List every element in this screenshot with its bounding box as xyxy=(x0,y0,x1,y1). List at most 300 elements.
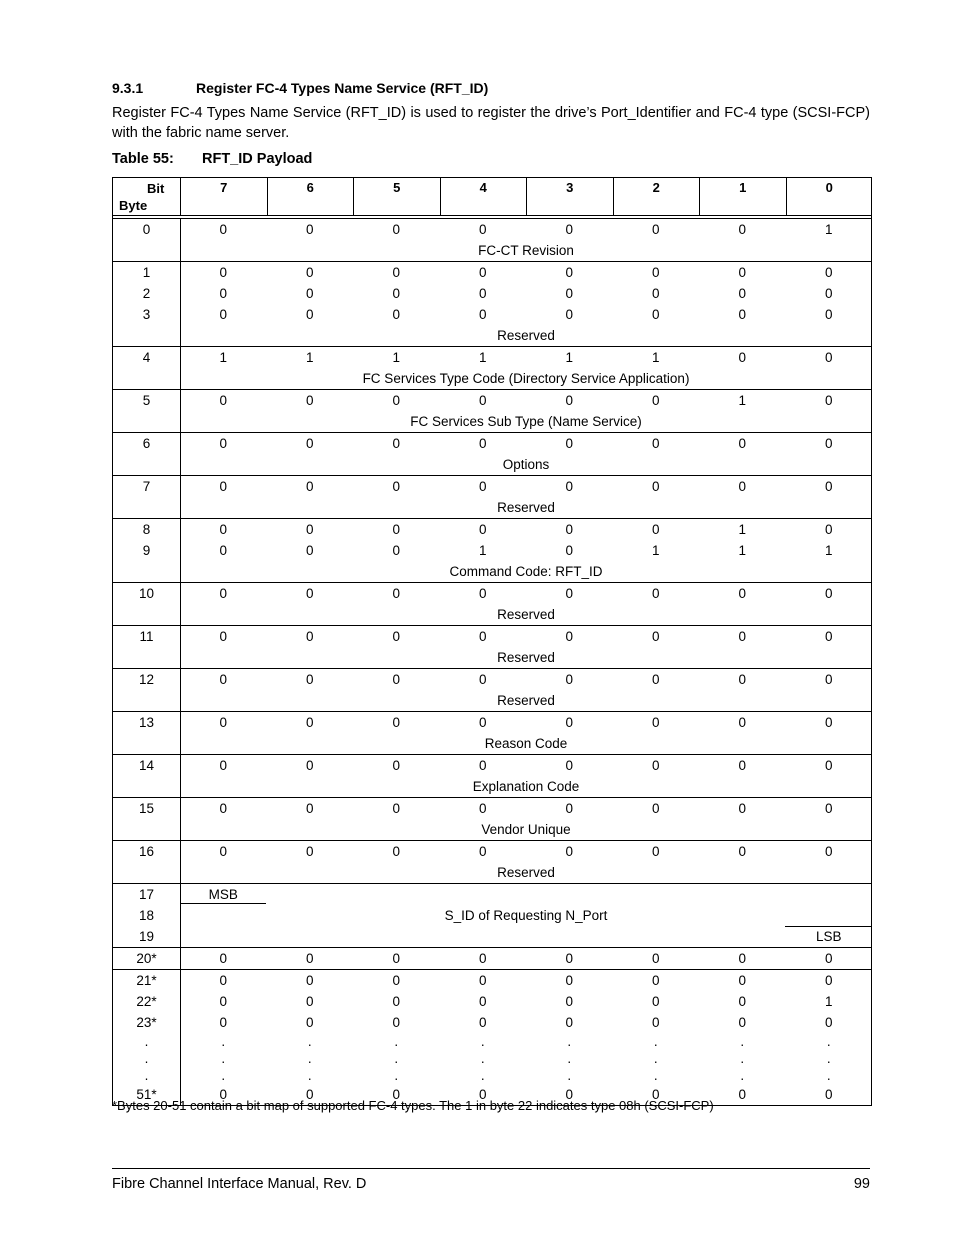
byte-cell: 18 xyxy=(138,908,155,923)
byte-cell: 8 xyxy=(142,522,151,537)
byte-cell: 10 xyxy=(138,586,155,601)
field-description: FC Services Type Code (Directory Service Application) xyxy=(362,371,690,386)
bit-cell: 0 xyxy=(219,629,227,644)
bit-cell: 0 xyxy=(824,307,833,322)
bit-cell: 0 xyxy=(565,265,573,280)
bit-cell: 0 xyxy=(219,1087,227,1102)
table-row xyxy=(113,905,871,926)
bit-cell: 0 xyxy=(738,222,746,237)
bit-cell: 0 xyxy=(219,715,227,730)
byte-column-divider xyxy=(180,219,181,261)
bit-cell: 0 xyxy=(565,1015,573,1030)
bit-cell: 0 xyxy=(478,222,487,237)
bit-cell: 0 xyxy=(738,844,746,859)
table-number: Table 55: xyxy=(112,151,174,167)
byte-cell: 22* xyxy=(136,994,157,1009)
byte-column-divider xyxy=(180,433,181,475)
field-description: Reserved xyxy=(497,328,555,343)
description-row xyxy=(113,776,871,797)
bit-cell: 0 xyxy=(565,672,573,687)
bit-cell: 1 xyxy=(738,393,746,408)
bit-cell: 0 xyxy=(824,286,833,301)
bit-cell: 1 xyxy=(478,543,487,558)
bit-cell: 0 xyxy=(565,436,573,451)
byte-column-divider xyxy=(180,798,181,840)
bit-cell: 0 xyxy=(738,994,746,1009)
msb-underline xyxy=(181,903,266,904)
bit-cell: . xyxy=(826,1034,831,1049)
bit-column-header: 2 xyxy=(613,178,700,216)
bit-cell: 0 xyxy=(738,436,746,451)
bit-cell: 0 xyxy=(305,436,314,451)
bit-cell: 0 xyxy=(392,586,400,601)
bit-cell: 0 xyxy=(824,672,833,687)
bit-cell: 0 xyxy=(824,586,833,601)
table-row xyxy=(113,841,871,862)
bit-cell: 0 xyxy=(824,758,833,773)
field-description: Reserved xyxy=(497,607,555,622)
section-title: Register FC-4 Types Name Service (RFT_ID) xyxy=(196,80,489,96)
bit-cell: 0 xyxy=(392,307,400,322)
bit-cell: 0 xyxy=(305,222,314,237)
bit-cell: 0 xyxy=(219,973,227,988)
bit-cell: . xyxy=(826,1051,831,1066)
bit-column-header: 1 xyxy=(699,178,786,216)
bit-cell: 0 xyxy=(219,994,227,1009)
table-row xyxy=(113,884,871,905)
field-description: Explanation Code xyxy=(472,779,580,794)
bit-cell: 0 xyxy=(305,307,314,322)
table-row xyxy=(113,219,871,240)
bit-cell: 0 xyxy=(305,543,314,558)
bit-column-header: 3 xyxy=(526,178,613,216)
description-row xyxy=(113,561,871,582)
description-row xyxy=(113,690,871,711)
bit-cell: 0 xyxy=(305,265,314,280)
bit-cell: 0 xyxy=(824,436,833,451)
table-row xyxy=(113,390,871,411)
field-description: Reserved xyxy=(497,650,555,665)
bit-cell: 0 xyxy=(738,350,746,365)
bit-cell: 0 xyxy=(478,307,487,322)
bit-cell: 0 xyxy=(305,973,314,988)
bit-cell: 0 xyxy=(824,350,833,365)
bit-cell: 0 xyxy=(565,973,573,988)
bit-cell: 0 xyxy=(392,629,400,644)
table-row xyxy=(113,970,871,991)
bit-cell: 0 xyxy=(478,801,487,816)
bit-cell: 0 xyxy=(651,522,660,537)
bit-cell: 0 xyxy=(478,265,487,280)
bit-cell: 0 xyxy=(738,951,746,966)
bit-cell: 0 xyxy=(824,265,833,280)
byte-column-divider xyxy=(180,476,181,518)
bit-cell: 0 xyxy=(738,758,746,773)
field-description: Options xyxy=(502,457,550,472)
bit-cell: 1 xyxy=(651,543,660,558)
bit-cell: . xyxy=(567,1068,572,1083)
byte-cell: 11 xyxy=(139,629,154,644)
bit-cell: 0 xyxy=(824,951,833,966)
table-row-group xyxy=(112,755,872,798)
field-description: Reserved xyxy=(497,865,555,880)
bit-cell: 0 xyxy=(392,436,400,451)
table-row-group xyxy=(112,433,872,476)
description-row xyxy=(113,647,871,668)
description-row xyxy=(113,240,871,261)
table-row-group xyxy=(112,262,872,347)
bit-cell: 0 xyxy=(392,994,400,1009)
bit-cell: 1 xyxy=(738,543,746,558)
bit-cell: 0 xyxy=(565,801,573,816)
bit-cell: 0 xyxy=(565,1087,573,1102)
bit-cell: 0 xyxy=(219,951,227,966)
bit-cell: 0 xyxy=(478,973,487,988)
table-caption xyxy=(112,151,312,167)
field-description: Reserved xyxy=(497,693,555,708)
bit-cell: 0 xyxy=(738,286,746,301)
table-row-group xyxy=(112,884,872,948)
bit-cell: 0 xyxy=(738,1087,746,1102)
table-row xyxy=(113,583,871,604)
bit-cell: 0 xyxy=(824,844,833,859)
description-row xyxy=(113,862,871,883)
byte-column-divider xyxy=(180,841,181,883)
bit-cell: 0 xyxy=(651,286,660,301)
bit-cell: 0 xyxy=(219,479,227,494)
byte-column-divider xyxy=(180,626,181,668)
bit-cell: 0 xyxy=(824,629,833,644)
byte-column-divider xyxy=(180,948,181,969)
bit-cell: 1 xyxy=(565,350,573,365)
bit-cell: 0 xyxy=(392,543,400,558)
bit-cell: 0 xyxy=(651,801,660,816)
bit-cell: 0 xyxy=(824,1087,833,1102)
byte-cell: . xyxy=(144,1051,149,1066)
bit-cell: 0 xyxy=(305,801,314,816)
bit-cell: . xyxy=(826,1068,831,1083)
byte-column-divider xyxy=(180,884,181,947)
table-header xyxy=(112,177,872,219)
bit-cell: 0 xyxy=(738,629,746,644)
table-row xyxy=(113,476,871,497)
byte-cell: 51* xyxy=(136,1087,157,1102)
byte-cell: 12 xyxy=(138,672,155,687)
bit-cell: 0 xyxy=(478,629,487,644)
bit-cell: 0 xyxy=(824,522,833,537)
footer-page-number: 99 xyxy=(853,1176,870,1192)
bit-cell: 0 xyxy=(565,951,573,966)
bit-cell: 0 xyxy=(219,393,227,408)
bit-cell: 0 xyxy=(392,951,400,966)
byte-cell: 23* xyxy=(136,1015,157,1030)
table-row xyxy=(113,926,871,947)
table-row xyxy=(113,1033,871,1050)
bit-cell: 0 xyxy=(738,479,746,494)
bit-cell: . xyxy=(567,1051,572,1066)
bit-column-header: 7 xyxy=(180,178,267,216)
table-row-group xyxy=(112,219,872,262)
bit-cell: . xyxy=(740,1034,745,1049)
bit-cell: 0 xyxy=(651,222,660,237)
bit-column-header: 0 xyxy=(786,178,873,216)
bit-cell: . xyxy=(480,1034,485,1049)
bit-cell: 0 xyxy=(478,1015,487,1030)
bit-cell: 0 xyxy=(651,307,660,322)
description-row xyxy=(113,325,871,346)
byte-cell: 5 xyxy=(142,393,151,408)
bit-cell: 0 xyxy=(478,479,487,494)
byte-column-divider xyxy=(180,347,181,389)
byte-cell: 17 xyxy=(138,887,155,902)
bit-cell: 0 xyxy=(651,973,660,988)
bit-column-header: 5 xyxy=(353,178,440,216)
bit-cell: 0 xyxy=(392,286,400,301)
bit-cell: 0 xyxy=(219,522,227,537)
bit-cell: 0 xyxy=(478,1087,487,1102)
bit-cell: . xyxy=(394,1051,399,1066)
section-heading xyxy=(112,80,488,96)
bit-cell: 0 xyxy=(305,1087,314,1102)
lsb-overline xyxy=(785,926,871,927)
table-row xyxy=(113,991,871,1012)
table-row xyxy=(113,1067,871,1084)
byte-cell: 15 xyxy=(138,801,155,816)
table-row xyxy=(113,626,871,647)
description-row xyxy=(113,497,871,518)
byte-cell: . xyxy=(144,1034,149,1049)
bit-cell: . xyxy=(480,1068,485,1083)
bit-cell: 0 xyxy=(478,844,487,859)
bit-cell: 0 xyxy=(565,393,573,408)
table-row-group xyxy=(112,476,872,519)
field-description: FC-CT Revision xyxy=(478,243,574,258)
bit-cell: 0 xyxy=(738,307,746,322)
table-row-group xyxy=(112,841,872,884)
bit-cell: 0 xyxy=(305,951,314,966)
table-row xyxy=(113,798,871,819)
table-row-group xyxy=(112,669,872,712)
field-description: Reason Code xyxy=(484,736,568,751)
byte-cell: 20* xyxy=(136,951,157,966)
byte-cell: 7 xyxy=(142,479,151,494)
bit-cell: 0 xyxy=(565,307,573,322)
bit-cell: 0 xyxy=(478,951,487,966)
bit-cell: 0 xyxy=(565,715,573,730)
byte-cell: 1 xyxy=(142,265,151,280)
bit-cell: 0 xyxy=(392,1087,400,1102)
bit-cell: 0 xyxy=(305,522,314,537)
bit-cell: 0 xyxy=(305,715,314,730)
byte-column-divider xyxy=(180,519,181,582)
rft-id-payload-table xyxy=(112,177,872,1106)
bit-cell: 0 xyxy=(478,715,487,730)
table-row xyxy=(113,304,871,325)
header-rule xyxy=(113,215,871,216)
byte-cell: 3 xyxy=(142,307,151,322)
footer-divider xyxy=(112,1168,870,1169)
bit-cell: 0 xyxy=(824,393,833,408)
table-title: RFT_ID Payload xyxy=(202,151,313,167)
bit-cell: 0 xyxy=(738,1015,746,1030)
byte-cell: 6 xyxy=(142,436,151,451)
bit-cell: 0 xyxy=(651,951,660,966)
byte-cell: 16 xyxy=(138,844,155,859)
bit-cell: 0 xyxy=(219,286,227,301)
bit-cell: 0 xyxy=(305,286,314,301)
bit-cell: 0 xyxy=(392,393,400,408)
bit-cell: 0 xyxy=(219,222,227,237)
bit-cell: 0 xyxy=(305,672,314,687)
bit-cell: 0 xyxy=(219,586,227,601)
byte-column-divider xyxy=(180,390,181,432)
table-row-group xyxy=(112,948,872,970)
bit-cell: 0 xyxy=(305,629,314,644)
bit-cell: 0 xyxy=(219,307,227,322)
bit-cell: 0 xyxy=(738,801,746,816)
bit-cell: 0 xyxy=(738,973,746,988)
bit-cell: 0 xyxy=(478,758,487,773)
bit-cell: 0 xyxy=(219,543,227,558)
bit-cell: 0 xyxy=(651,1087,660,1102)
bit-cell: 0 xyxy=(219,844,227,859)
description-row xyxy=(113,411,871,432)
bit-cell: 0 xyxy=(478,672,487,687)
bit-cell: 0 xyxy=(478,586,487,601)
footer-manual-title: Fibre Channel Interface Manual, Rev. D xyxy=(112,1176,367,1192)
bit-cell: 0 xyxy=(565,222,573,237)
description-row xyxy=(113,819,871,840)
bit-cell: 0 xyxy=(392,479,400,494)
table-row-group xyxy=(112,390,872,433)
byte-cell: 4 xyxy=(142,350,151,365)
section-number: 9.3.1 xyxy=(112,80,144,96)
bit-cell: 0 xyxy=(305,393,314,408)
bit-cell: . xyxy=(221,1068,226,1083)
bit-cell: 0 xyxy=(392,265,400,280)
bit-cell: 0 xyxy=(565,844,573,859)
bit-column-header: 6 xyxy=(267,178,354,216)
bit-cell: 1 xyxy=(478,350,487,365)
byte-column-divider xyxy=(180,755,181,797)
bit-cell: 0 xyxy=(651,994,660,1009)
byte-label: Byte xyxy=(119,198,148,213)
msb-label: MSB xyxy=(208,887,238,902)
bit-cell: 0 xyxy=(478,522,487,537)
table-row xyxy=(113,948,871,969)
bit-cell: . xyxy=(221,1034,226,1049)
bit-cell: 0 xyxy=(392,1015,400,1030)
bit-cell: 0 xyxy=(651,479,660,494)
bit-cell: 0 xyxy=(565,522,573,537)
bit-cell: 0 xyxy=(651,715,660,730)
byte-column-divider xyxy=(180,712,181,754)
table-row-group xyxy=(112,626,872,669)
table-row xyxy=(113,712,871,733)
bit-cell: 0 xyxy=(305,758,314,773)
description-row xyxy=(113,604,871,625)
table-row xyxy=(113,262,871,283)
description-row xyxy=(113,733,871,754)
description-row xyxy=(113,454,871,475)
bit-cell: 0 xyxy=(392,222,400,237)
bit-cell: 0 xyxy=(219,1015,227,1030)
bit-cell: 0 xyxy=(824,715,833,730)
bit-cell: . xyxy=(653,1068,658,1083)
table-footnote: *Bytes 20-51 contain a bit map of supported FC-4 types. The 1 in byte 22 indicates type 08h (SCSI-FCP) xyxy=(112,1098,714,1113)
bit-cell: 0 xyxy=(651,629,660,644)
bit-cell: . xyxy=(307,1051,312,1066)
bit-cell: 0 xyxy=(824,973,833,988)
field-description: Reserved xyxy=(497,500,555,515)
bit-cell: 0 xyxy=(305,586,314,601)
table-row-group xyxy=(112,798,872,841)
bit-cell: 0 xyxy=(738,265,746,280)
bit-cell: 0 xyxy=(305,844,314,859)
bit-cell: 0 xyxy=(651,393,660,408)
bit-cell: 1 xyxy=(651,350,660,365)
body-paragraph: Register FC-4 Types Name Service (RFT_ID) is used to register the drive’s Port_Identifier and FC-4 type (SCSI-FCP) with the fabric name server. xyxy=(112,105,870,141)
bit-cell: 0 xyxy=(392,844,400,859)
bit-cell: . xyxy=(394,1034,399,1049)
bit-cell: 0 xyxy=(219,758,227,773)
bit-cell: 0 xyxy=(478,994,487,1009)
table-row xyxy=(113,283,871,304)
bit-cell: 0 xyxy=(738,672,746,687)
byte-cell: 2 xyxy=(142,286,151,301)
bit-cell: 1 xyxy=(738,522,746,537)
byte-column-divider xyxy=(180,262,181,346)
bit-cell: 0 xyxy=(305,994,314,1009)
table-row xyxy=(113,433,871,454)
field-description: S_ID of Requesting N_Port xyxy=(444,908,608,923)
bit-cell: 0 xyxy=(392,715,400,730)
bit-cell: 0 xyxy=(565,629,573,644)
bit-cell: 1 xyxy=(824,994,833,1009)
bit-cell: 0 xyxy=(824,1015,833,1030)
bit-cell: 0 xyxy=(651,265,660,280)
byte-column-divider xyxy=(180,970,181,1105)
bit-cell: . xyxy=(307,1034,312,1049)
bit-cell: . xyxy=(394,1068,399,1083)
field-description: Command Code: RFT_ID xyxy=(449,564,603,579)
bit-label: Bit xyxy=(147,181,165,196)
byte-cell: 13 xyxy=(138,715,155,730)
byte-cell: 14 xyxy=(138,758,155,773)
bit-cell: 0 xyxy=(651,1015,660,1030)
table-row-group xyxy=(112,347,872,390)
table-row xyxy=(113,1012,871,1033)
table-row xyxy=(113,669,871,690)
field-description: FC Services Sub Type (Name Service) xyxy=(410,414,642,429)
bit-cell: 0 xyxy=(651,844,660,859)
bit-cell: 1 xyxy=(219,350,227,365)
table-row xyxy=(113,540,871,561)
bit-cell: 0 xyxy=(565,543,573,558)
bit-cell: 0 xyxy=(478,393,487,408)
bit-cell: 1 xyxy=(305,350,314,365)
bit-cell: 0 xyxy=(565,758,573,773)
byte-cell: . xyxy=(144,1068,149,1083)
bit-cell: 0 xyxy=(738,586,746,601)
byte-cell: 9 xyxy=(142,543,151,558)
bit-cell: 1 xyxy=(824,543,833,558)
bit-cell: 0 xyxy=(392,672,400,687)
bit-cell: 0 xyxy=(651,436,660,451)
bit-cell: 0 xyxy=(392,758,400,773)
table-row xyxy=(113,519,871,540)
bit-cell: 0 xyxy=(392,973,400,988)
